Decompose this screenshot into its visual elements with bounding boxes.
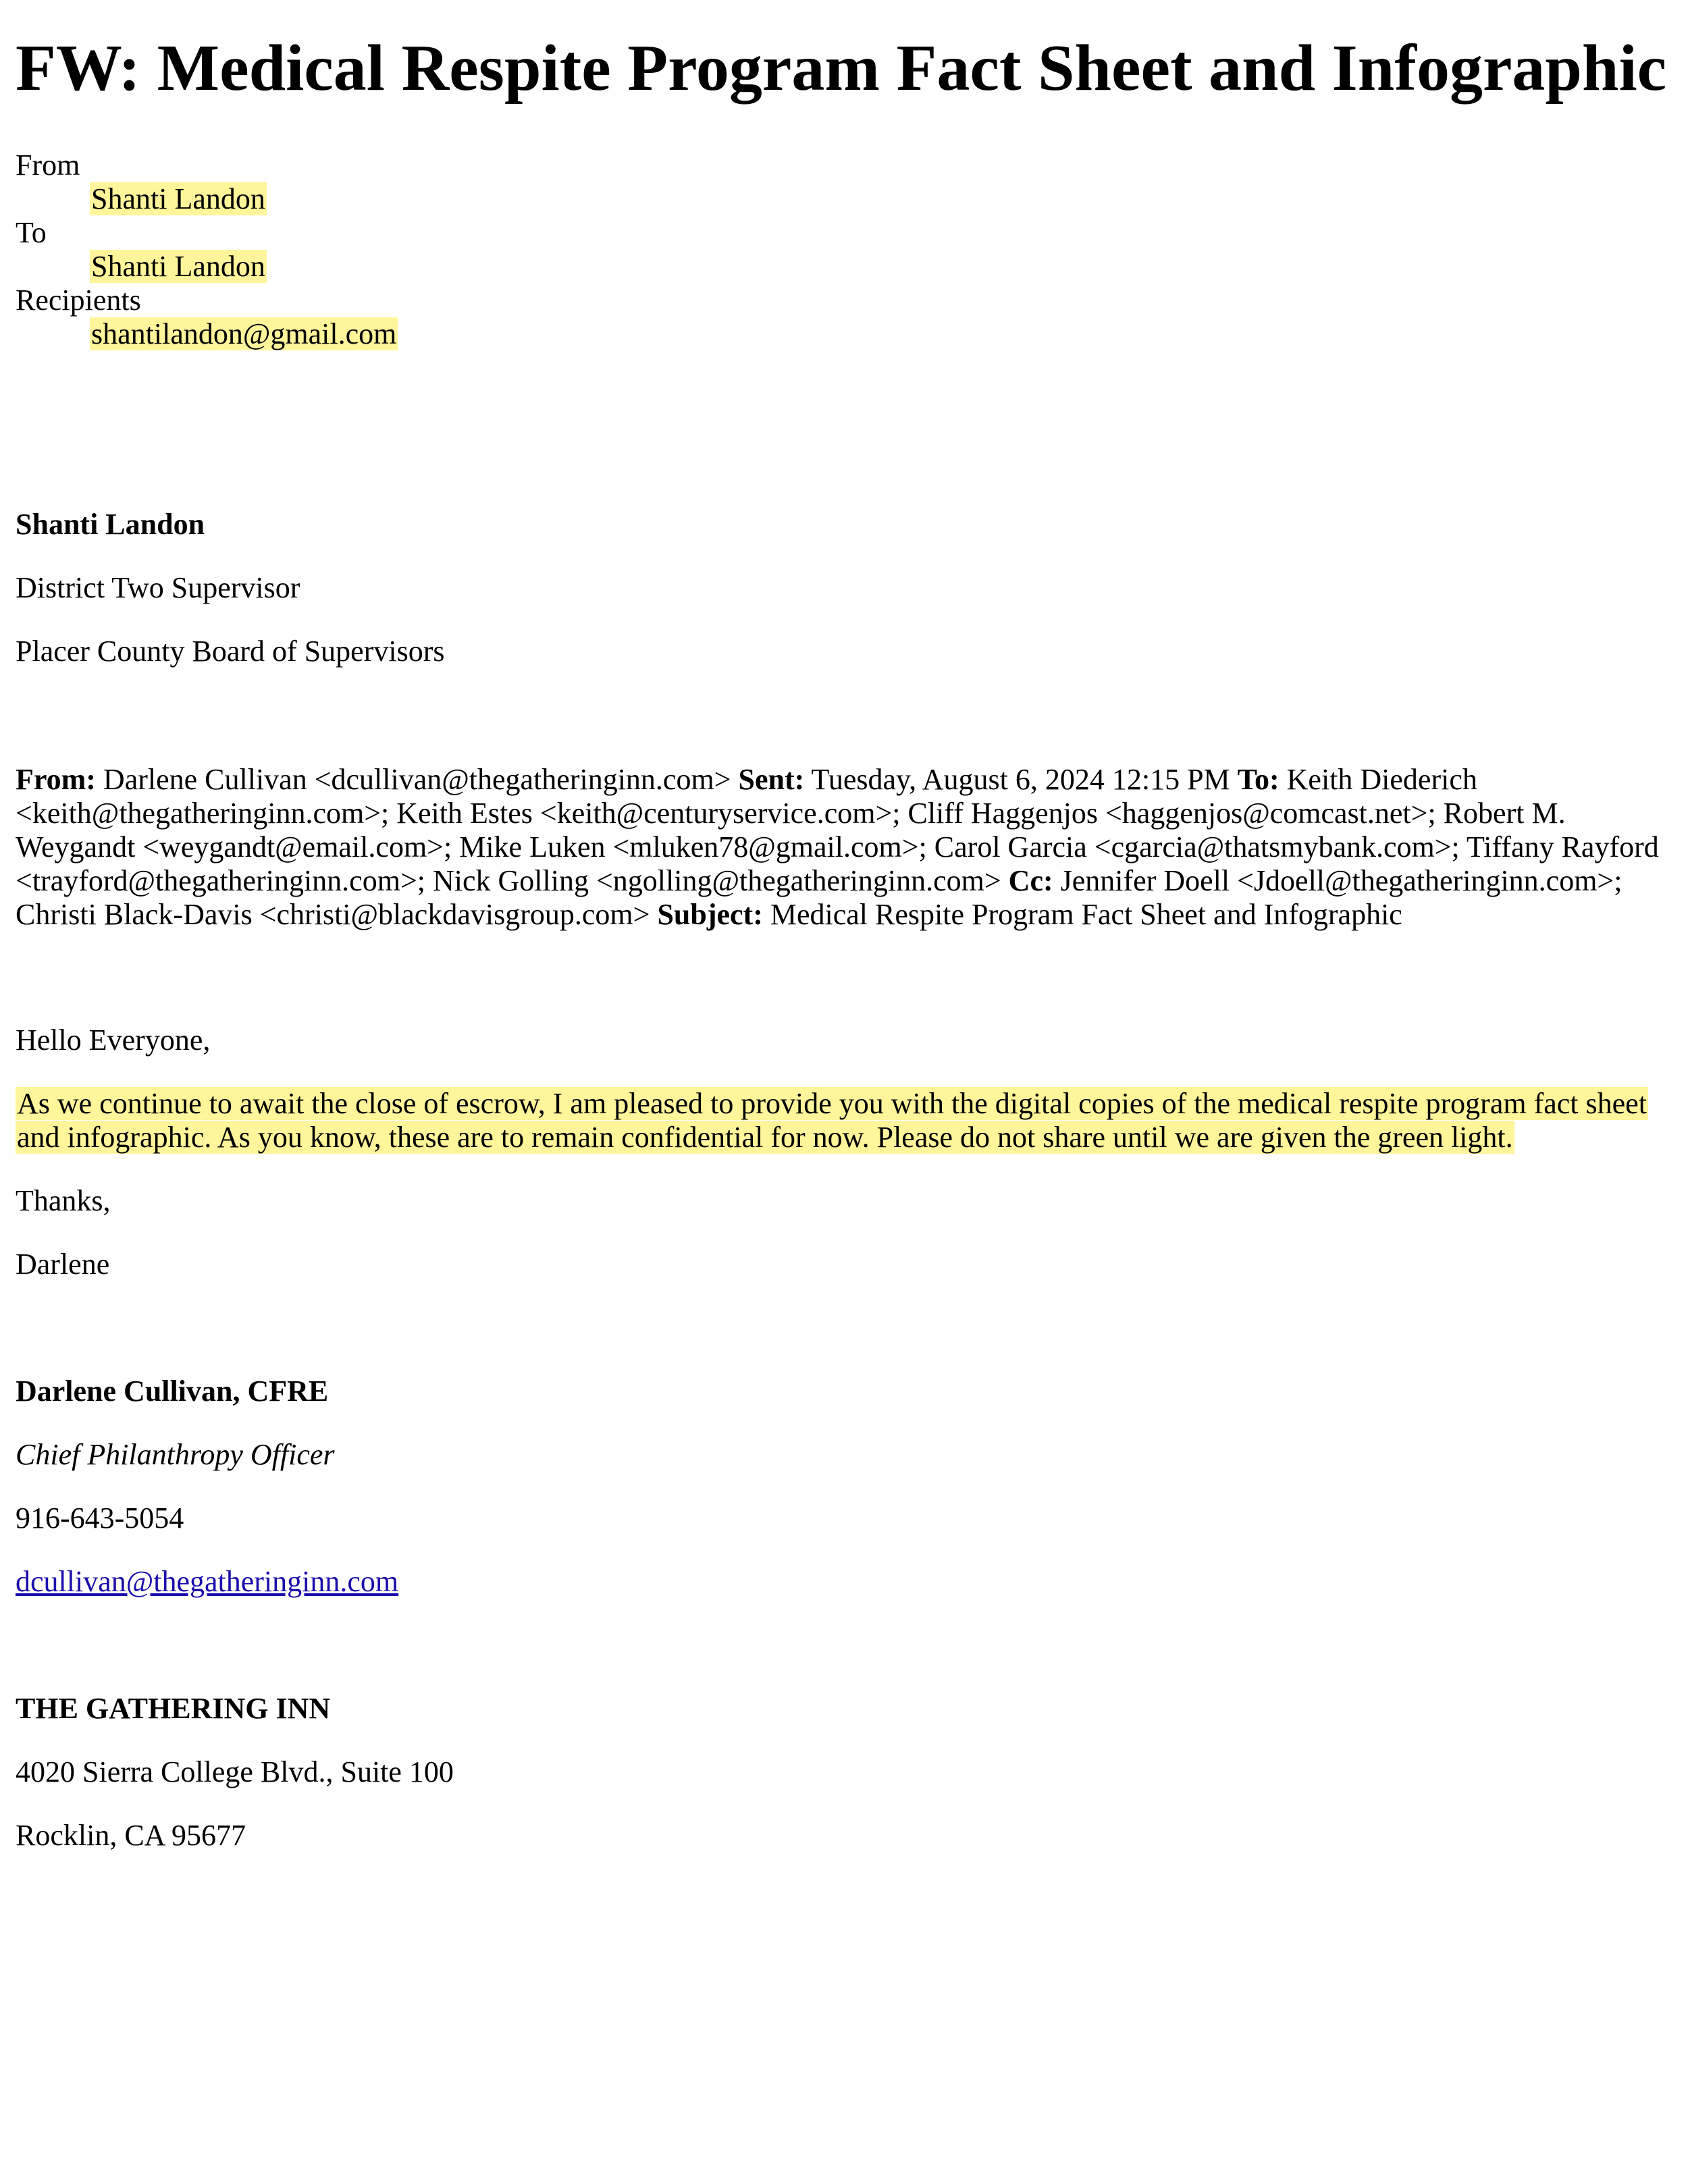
body-closing: Thanks,: [16, 1184, 111, 1217]
recipients-label: Recipients: [16, 284, 141, 317]
sender-org: THE GATHERING INN: [16, 1692, 331, 1725]
recipients-value[interactable]: [90, 317, 398, 351]
from-value[interactable]: [90, 182, 267, 216]
fwd-to-value-line2: <keith@thegatheringinn.com>; Keith Estes <keith@centuryservice.com>; Cliff Haggenjos <haggenjos@comcast.net>; Robert M.: [16, 797, 1566, 830]
to-value[interactable]: [90, 250, 267, 284]
from-label: From: [16, 149, 80, 182]
fwd-sent-value: Tuesday, August 6, 2024 12:15 PM: [811, 763, 1230, 796]
fwd-to-value-line3: Weygandt <weygandt@email.com>; Mike Luken <mluken78@gmail.com>; Carol Garcia <cgarcia@thatsmybank.com>; Tiffany Rayford: [16, 830, 1659, 863]
fwd-from-label: From:: [16, 763, 96, 796]
sender-email-wrap: [16, 1565, 398, 1599]
sender-phone: 916-643-5054: [16, 1501, 184, 1535]
sender-name: Darlene Cullivan, CFRE: [16, 1375, 329, 1408]
email-subject-title: FW: Medical Respite Program Fact Sheet and Infographic: [16, 32, 1667, 105]
fwd-cc-label: Cc:: [1008, 864, 1053, 897]
fwd-subject-label: Subject:: [657, 898, 763, 931]
forwarded-header-line5: [16, 898, 1402, 932]
fwd-from-value: Darlene Cullivan <dcullivan@thegatheringinn.com>: [103, 763, 731, 796]
fwd-to-value-line4: <trayford@thegatheringinn.com>; Nick Golling <ngolling@thegatheringinn.com>: [16, 864, 1001, 897]
to-label: To: [16, 216, 47, 249]
body-paragraph-line2-text: and infographic. As you know, these are to remain confidential for now. Please do not share until we are given the green light.: [17, 1121, 1513, 1154]
body-paragraph-line1: [16, 1087, 1648, 1121]
forwarded-header-line1: [16, 763, 1477, 797]
body-paragraph-line1-text: As we continue to await the close of escrow, I am pleased to provide you with the digital copies of the medical respite program fact sheet: [17, 1087, 1647, 1120]
fwd-cc-value-line4: Jennifer Doell <Jdoell@thegatheringinn.com>;: [1060, 864, 1623, 897]
sender-address-line2: Rocklin, CA 95677: [16, 1819, 246, 1852]
fwd-to-value-line1: Keith Diederich: [1286, 763, 1477, 796]
fwd-sent-label: Sent:: [738, 763, 805, 796]
to-value-text: Shanti Landon: [91, 250, 265, 283]
fwd-subject-value: Medical Respite Program Fact Sheet and Infographic: [770, 898, 1402, 931]
body-paragraph-line2: [16, 1121, 1514, 1154]
sender-email-link[interactable]: dcullivan@thegatheringinn.com: [16, 1565, 399, 1598]
fwd-to-label: To:: [1237, 763, 1280, 796]
sender-title: Chief Philanthropy Officer: [16, 1438, 335, 1471]
forwarded-header-line4: [16, 864, 1622, 898]
from-value-text: Shanti Landon: [91, 182, 265, 215]
forwarder-name: Shanti Landon: [16, 508, 205, 541]
forwarder-org: Placer County Board of Supervisors: [16, 635, 445, 668]
sender-address-line1: 4020 Sierra College Blvd., Suite 100: [16, 1755, 454, 1788]
body-signoff: Darlene: [16, 1248, 110, 1281]
recipients-value-text: shantilandon@gmail.com: [91, 317, 397, 350]
fwd-cc-value-line5: Christi Black-Davis <christi@blackdavisgroup.com>: [16, 898, 650, 931]
forwarder-title: District Two Supervisor: [16, 571, 300, 604]
body-greeting: Hello Everyone,: [16, 1023, 211, 1057]
